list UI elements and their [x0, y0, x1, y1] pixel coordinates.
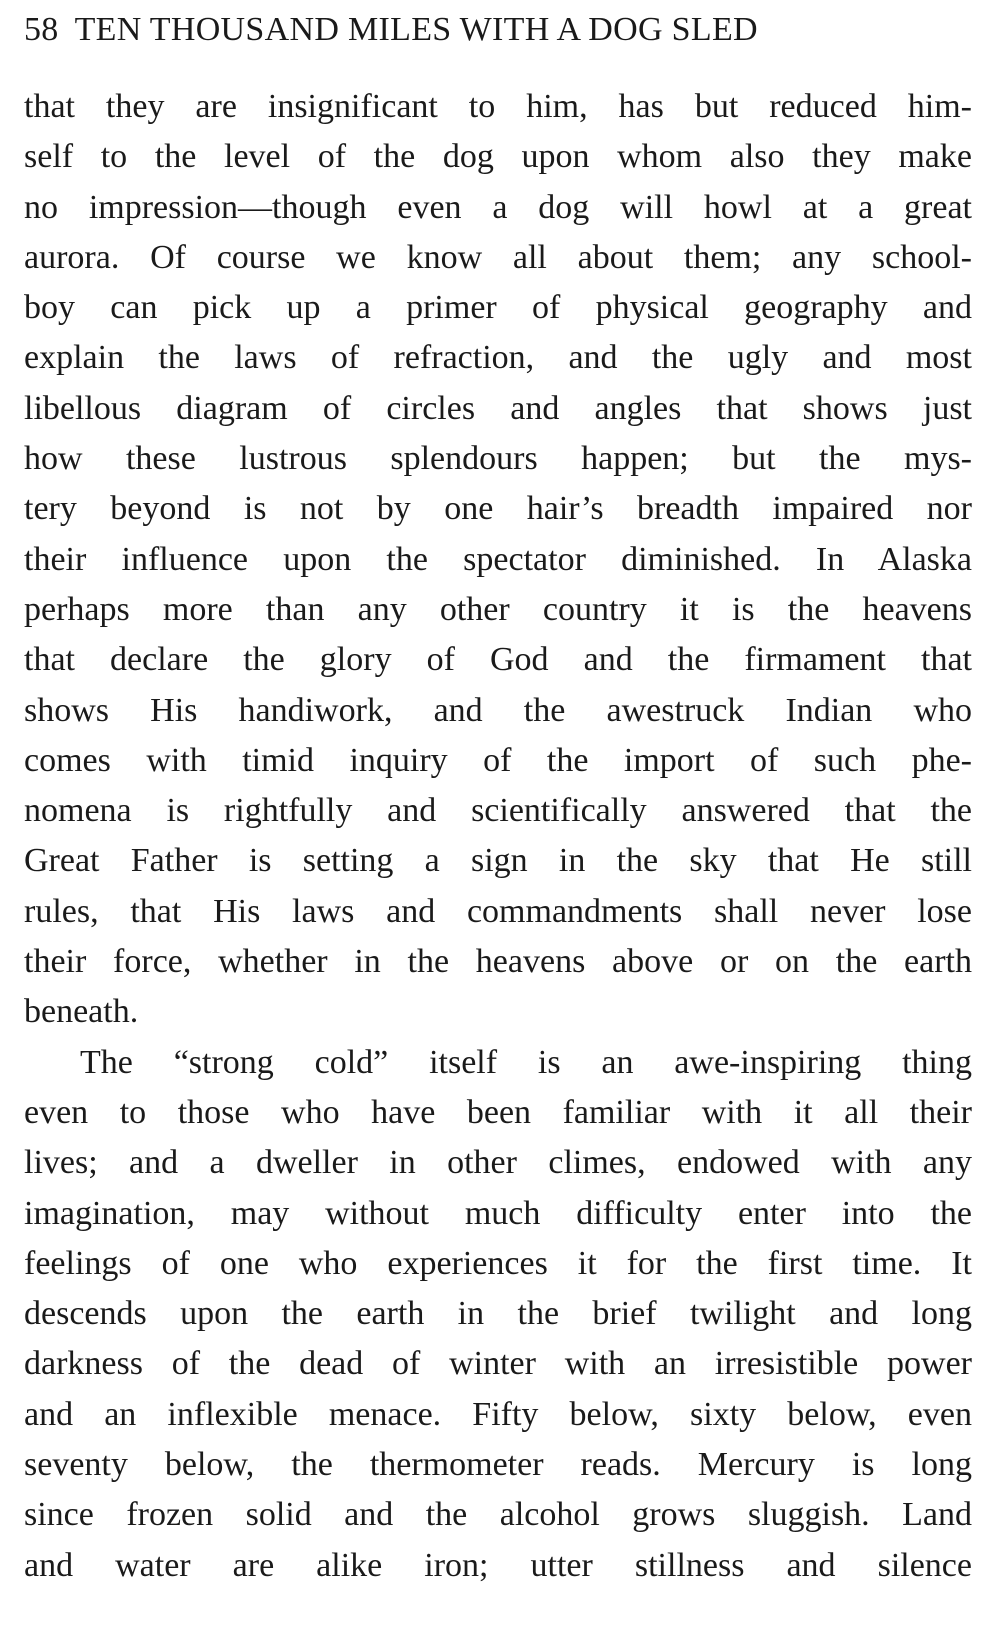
text-line: even to those who have been familiar with it all their — [24, 1093, 972, 1131]
text-line: no impression—though even a dog will howl at a great — [24, 188, 972, 226]
text-line: nomena is rightfully and scientifically answered that the — [24, 792, 972, 830]
page-number: 58 — [24, 11, 59, 48]
text-line: descends upon the earth in the brief twilight and long — [24, 1295, 972, 1333]
text-line: The “strong cold” itself is an awe-inspiring thing — [80, 1043, 972, 1081]
text-line: and water are alike iron; utter stillness and silence — [24, 1546, 972, 1584]
text-line: perhaps more than any other country it is the heavens — [24, 590, 972, 628]
text-line: darkness of the dead of winter with an irresistible power — [24, 1345, 972, 1383]
text-line: their force, whether in the heavens above or on the earth — [24, 943, 972, 981]
text-line: that they are insignificant to him, has but reduced him- — [24, 88, 972, 125]
text-line: Great Father is setting a sign in the sky that He still — [24, 842, 972, 880]
paragraph-1 — [24, 82, 972, 1038]
text-line: libellous diagram of circles and angles that shows just — [24, 389, 972, 427]
body-text — [24, 82, 972, 1591]
text-line: rules, that His laws and commandments shall never lose — [24, 892, 972, 930]
text-line: explain the laws of refraction, and the ugly and most — [24, 339, 972, 377]
text-line: how these lustrous splendours happen; but the mys- — [24, 440, 972, 478]
running-head — [24, 6, 972, 54]
text-line: comes with timid inquiry of the import of such phe- — [24, 741, 972, 779]
text-line: since frozen solid and the alcohol grows sluggish. Land — [24, 1496, 972, 1534]
text-line: feelings of one who experiences it for the first time. It — [24, 1244, 972, 1282]
text-line: shows His handiwork, and the awestruck Indian who — [24, 691, 972, 729]
text-line: tery beyond is not by one hair’s breadth impaired nor — [24, 490, 972, 528]
text-line: seventy below, the thermometer reads. Mercury is long — [24, 1446, 972, 1484]
text-line: beneath. — [24, 993, 139, 1031]
text-line: that declare the glory of God and the firmament that — [24, 641, 972, 679]
text-line: their influence upon the spectator diminished. In Alaska — [24, 540, 972, 578]
text-line: lives; and a dweller in other climes, endowed with any — [24, 1144, 972, 1182]
running-head-title: TEN THOUSAND MILES WITH A DOG SLED — [74, 11, 758, 48]
paragraph-2 — [24, 1038, 972, 1591]
text-line: self to the level of the dog upon whom also they make — [24, 138, 972, 176]
book-page — [24, 6, 972, 1591]
text-line: imagination, may without much difficulty enter into the — [24, 1194, 972, 1232]
text-line: aurora. Of course we know all about them; any school- — [24, 238, 972, 276]
text-line: boy can pick up a primer of physical geography and — [24, 289, 972, 327]
text-line: and an inflexible menace. Fifty below, sixty below, even — [24, 1395, 972, 1433]
